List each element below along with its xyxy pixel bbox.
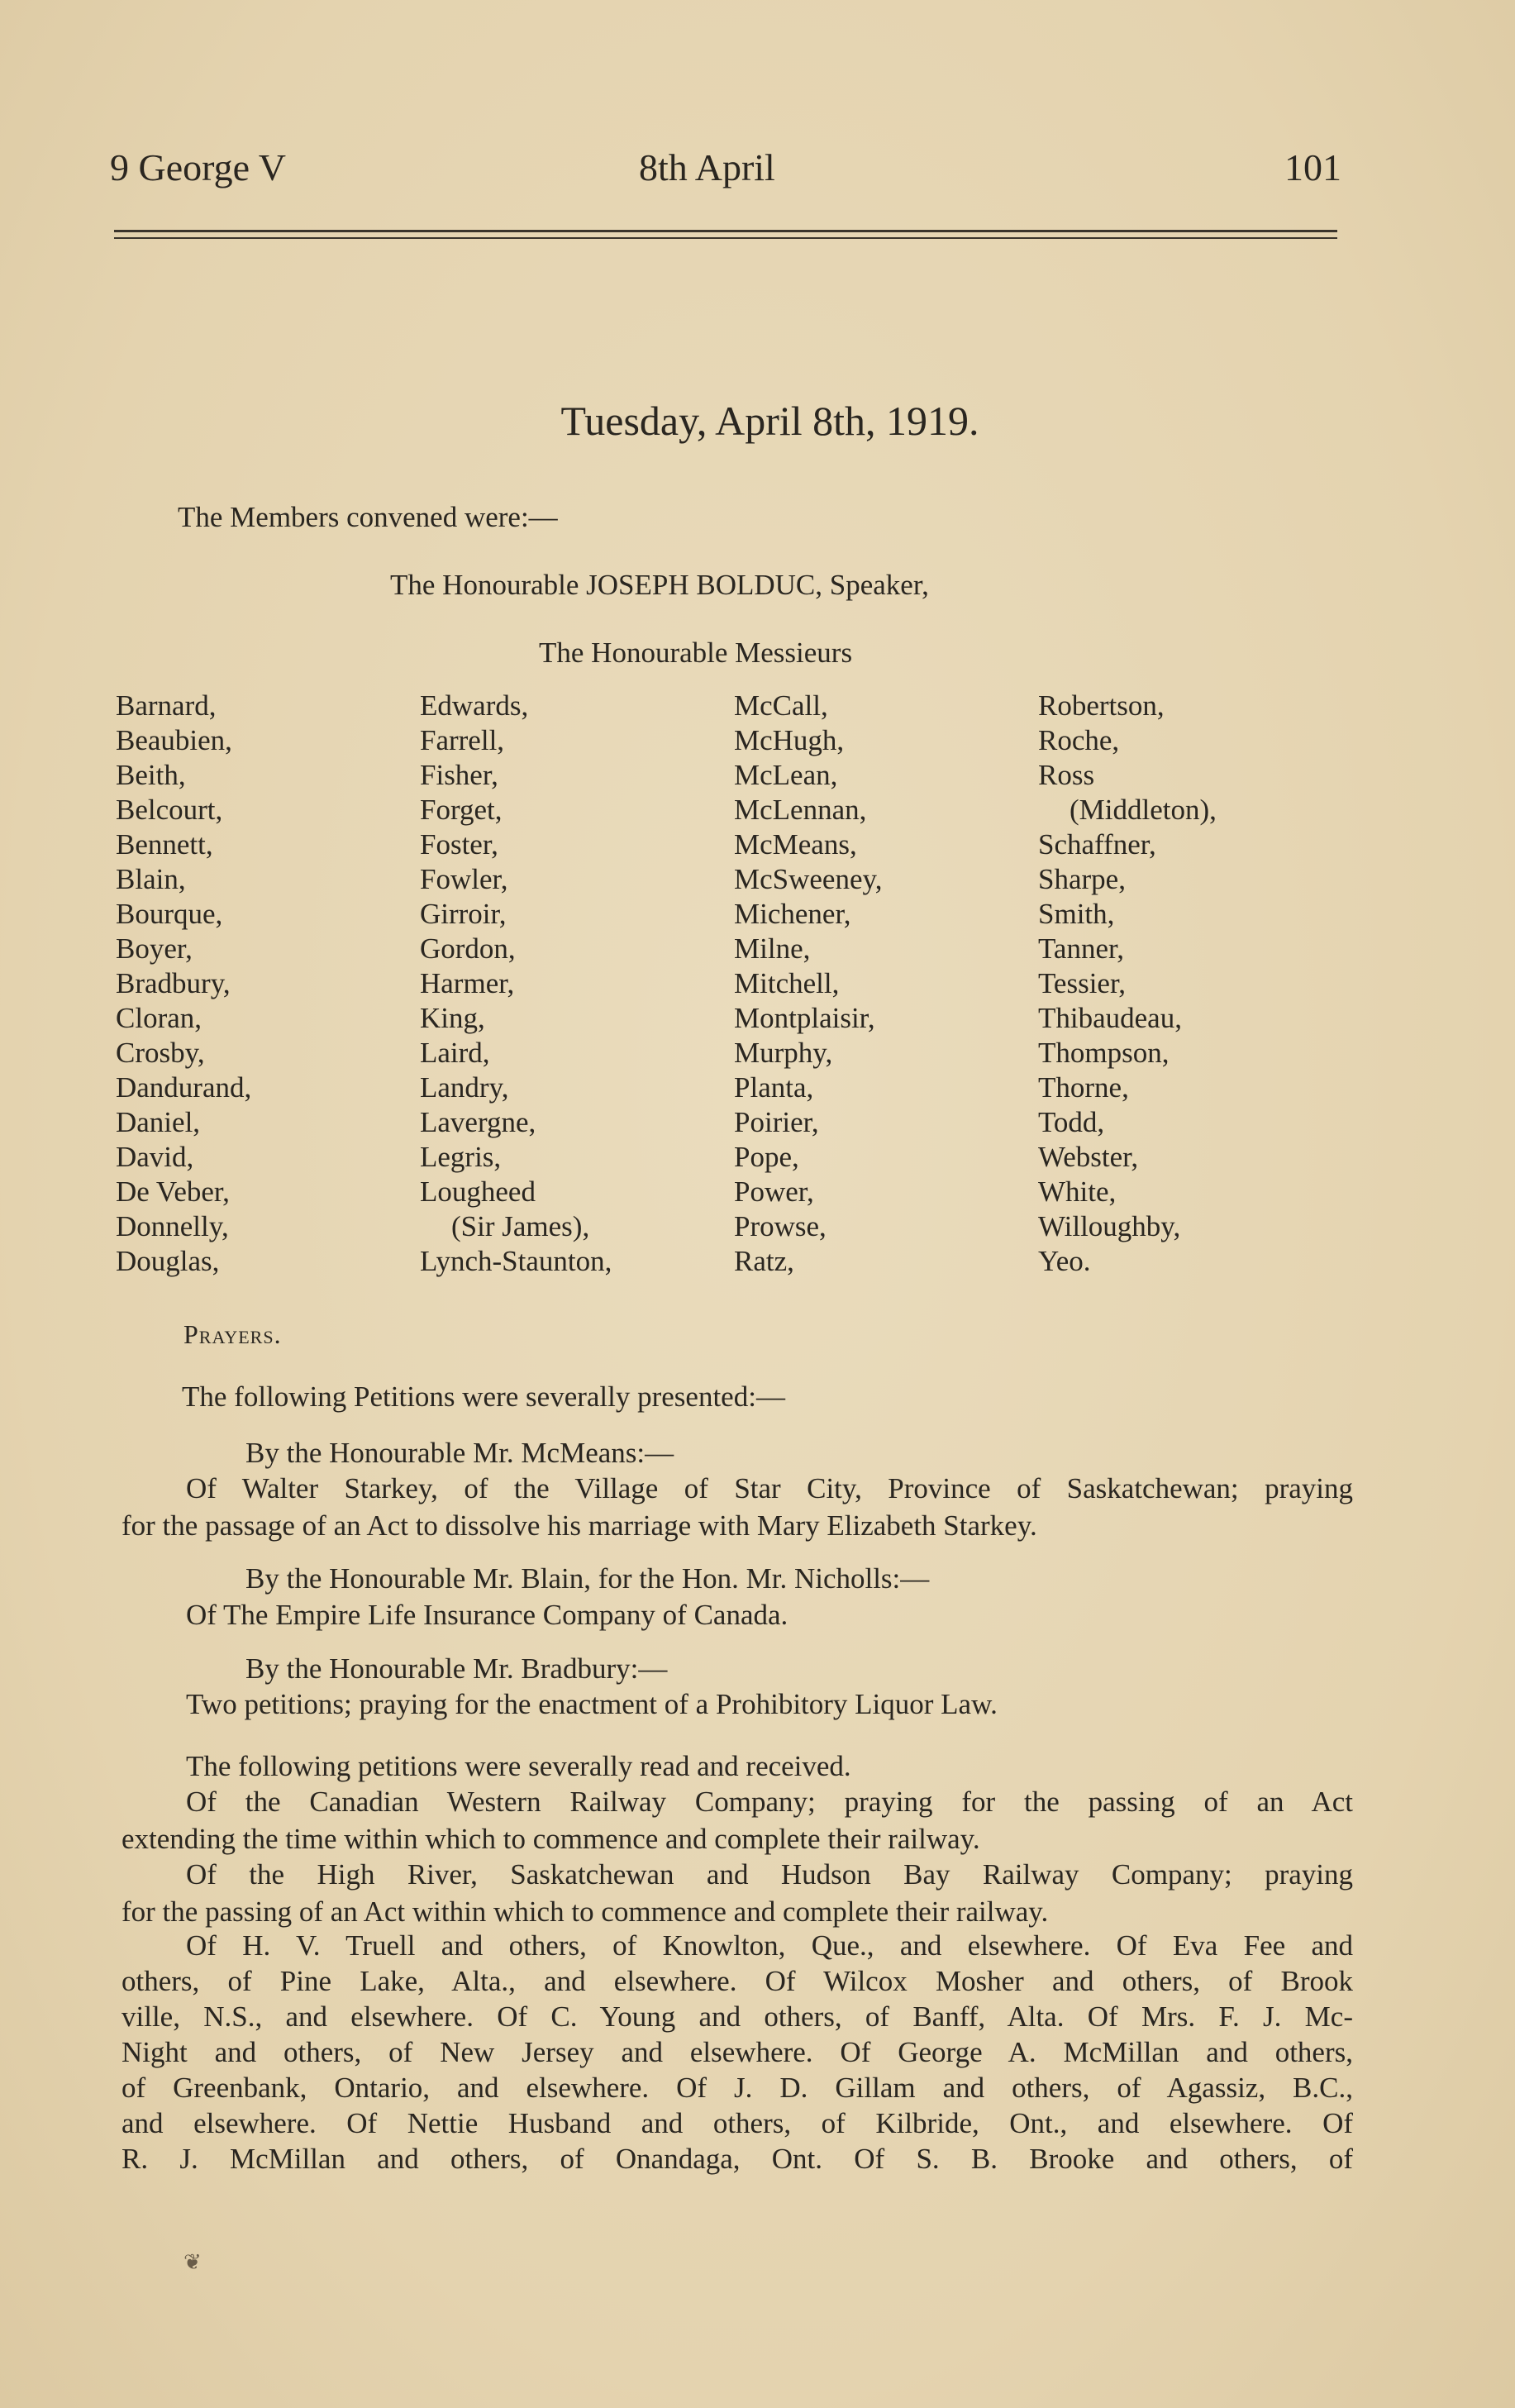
member-name: Beith, [116,759,186,791]
text-line: of Greenbank, Ontario, and elsewhere. Of J. D. Gillam and others, of Agassiz, B.C., [121,2072,1353,2104]
member-name: Robertson, [1038,689,1165,722]
member-name: Landry, [420,1071,509,1104]
member-name: Schaffner, [1038,828,1156,861]
text-line: Of Walter Starkey, of the Village of Star City, Province of Saskatchewan; praying [186,1472,1353,1504]
text-line: Of the Canadian Western Railway Company; praying for the passing of an Act [186,1786,1353,1818]
speaker-line: The Honourable JOSEPH BOLDUC, Speaker, [390,569,929,601]
by-mcmeans-line: By the Honourable Mr. McMeans:— [245,1437,674,1469]
petitions-presented-line: The following Petitions were severally presented:— [182,1380,785,1413]
ink-speck: ❦ [183,2250,202,2274]
member-name: Prowse, [734,1210,827,1242]
member-name: Ross [1038,759,1095,791]
text-line: Of the High River, Saskatchewan and Hudson Bay Railway Company; praying [186,1858,1353,1891]
member-name: Roche, [1038,724,1120,756]
prohibitory-law-petitions: Two petitions; praying for the enactment of a Prohibitory Liquor Law. [186,1688,998,1720]
member-name: Thibaudeau, [1038,1002,1182,1034]
by-blain-line: By the Honourable Mr. Blain, for the Hon. Mr. Nicholls:— [245,1562,930,1595]
members-column-1 [116,689,251,1279]
member-name: Girroir, [420,898,507,930]
member-name: Sharpe, [1038,863,1126,895]
header-rule-top [114,230,1337,232]
member-name: McSweeney, [734,863,883,895]
member-name: Tessier, [1038,967,1126,999]
text-line: extending the time within which to commence and complete their railway. [121,1823,980,1855]
member-name: Gordon, [420,932,516,965]
member-name: Belcourt, [116,794,223,826]
text-line: R. J. McMillan and others, of Onandaga, Ont. Of S. B. Brooke and others, of [121,2143,1353,2175]
member-name: (Middleton), [1070,794,1217,826]
member-name: McLennan, [734,794,867,826]
member-name: Tanner, [1038,932,1125,965]
page-number: 101 [1284,146,1341,188]
starkey-petition [121,1470,1353,1544]
text-line: for the passing of an Act within which to commence and complete their railway. [121,1895,1049,1928]
member-name: David, [116,1141,194,1173]
member-name: Legris, [420,1141,502,1173]
member-name: De Veber, [116,1175,230,1208]
canadian-western-petition [121,1783,1353,1857]
member-name: Forget, [420,794,503,826]
member-name: Poirier, [734,1106,819,1138]
date-heading: Tuesday, April 8th, 1919. [560,398,979,444]
text-line: Of H. V. Truell and others, of Knowlton, Que., and elsewhere. Of Eva Fee and [186,1929,1353,1962]
member-name: Ratz, [734,1245,794,1277]
member-name: Milne, [734,932,811,965]
member-name: Bradbury, [116,967,231,999]
petitioners-list [121,1928,1353,2177]
member-name: White, [1038,1175,1117,1208]
members-column-2 [420,689,612,1279]
member-name: Boyer, [116,932,193,965]
member-name: Thompson, [1038,1037,1170,1069]
member-name: McHugh, [734,724,845,756]
high-river-petition [121,1856,1353,1930]
empire-life-petition: Of The Empire Life Insurance Company of Canada. [186,1599,788,1631]
member-name: Fowler, [420,863,508,895]
member-name: Bourque, [116,898,223,930]
header-rule-bottom [114,237,1337,239]
members-intro: The Members convened were:— [178,501,558,533]
members-column-4 [1038,689,1217,1279]
member-name: Lynch-Staunton, [420,1245,612,1277]
member-name: Crosby, [116,1037,205,1069]
member-name: Barnard, [116,689,217,722]
member-name: Fisher, [420,759,498,791]
members-column-3 [734,689,882,1279]
member-name: Mitchell, [734,967,840,999]
member-name: Murphy, [734,1037,833,1069]
member-name: (Sir James), [451,1210,590,1242]
member-name: Farrell, [420,724,505,756]
member-name: Pope, [734,1141,799,1173]
member-name: Bennett, [116,828,213,861]
member-name: Thorne, [1038,1071,1129,1104]
member-name: Beaubien, [116,724,232,756]
member-name: Harmer, [420,967,515,999]
messieurs-line: The Honourable Messieurs [539,637,853,669]
member-name: Montplaisir, [734,1002,875,1034]
member-name: Blain, [116,863,186,895]
member-name: Dandurand, [116,1071,252,1104]
member-name: Smith, [1038,898,1115,930]
member-name: McMeans, [734,828,857,861]
member-name: Donnelly, [116,1210,229,1242]
member-name: Michener, [734,898,851,930]
member-name: Edwards, [420,689,529,722]
read-received-line: The following petitions were severally read and received. [186,1750,851,1782]
member-name: McCall, [734,689,828,722]
member-name: Lavergne, [420,1106,536,1138]
member-name: McLean, [734,759,838,791]
regnal-year: 9 George V [110,146,286,188]
header-date: 8th April [639,146,775,188]
member-name: King, [420,1002,485,1034]
member-name: Yeo. [1038,1245,1091,1277]
running-head [110,145,1341,195]
member-name: Cloran, [116,1002,202,1034]
member-name: Daniel, [116,1106,201,1138]
text-line: ville, N.S., and elsewhere. Of C. Young and others, of Banff, Alta. Of Mrs. F. J. Mc- [121,2000,1353,2033]
prayers-heading: Prayers. [183,1319,282,1349]
text-line: others, of Pine Lake, Alta., and elsewhere. Of Wilcox Mosher and others, of Brook [121,1965,1353,1997]
member-name: Laird, [420,1037,490,1069]
member-name: Lougheed [420,1175,536,1208]
text-line: and elsewhere. Of Nettie Husband and others, of Kilbride, Ont., and elsewhere. Of [121,2107,1353,2139]
by-bradbury-line: By the Honourable Mr. Bradbury:— [245,1652,668,1685]
member-name: Power, [734,1175,814,1208]
text-line: for the passage of an Act to dissolve his marriage with Mary Elizabeth Starkey. [121,1509,1037,1542]
member-name: Douglas, [116,1245,220,1277]
member-name: Foster, [420,828,498,861]
member-name: Todd, [1038,1106,1105,1138]
member-name: Planta, [734,1071,814,1104]
member-name: Webster, [1038,1141,1139,1173]
member-name: Willoughby, [1038,1210,1181,1242]
text-line: Night and others, of New Jersey and elsewhere. Of George A. McMillan and others, [121,2036,1353,2068]
